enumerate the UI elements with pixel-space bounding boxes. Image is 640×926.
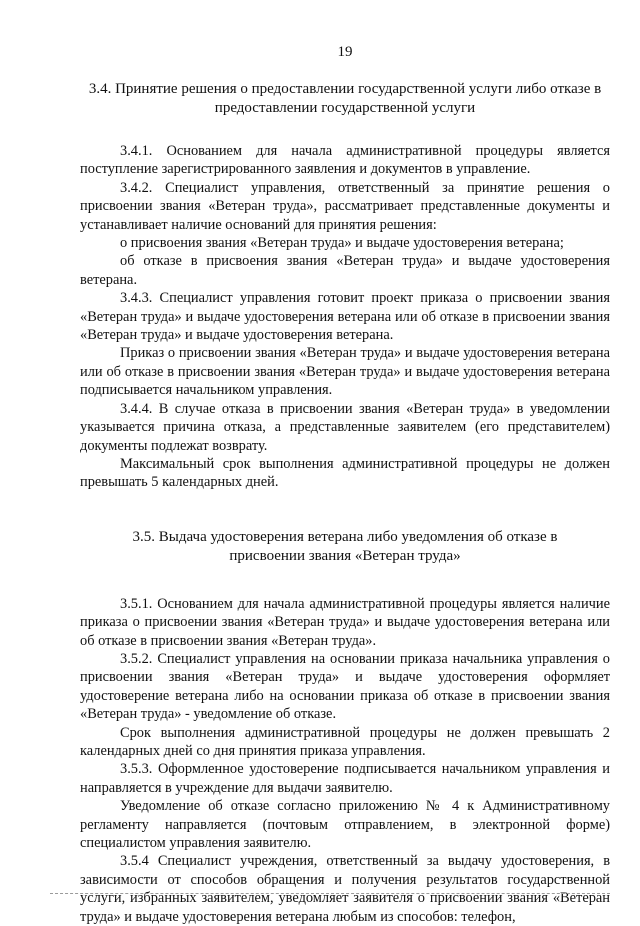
section-3-4-body [80, 142, 610, 492]
paragraph-term-3-5-2: Срок выполнения административной процедуры не должен превышать 2 календарных дней со дня принятия приказа управления. [80, 724, 610, 759]
section-heading-3-4-line1: 3.4. Принятие решения о предоставлении государственной услуги либо отказе в [88, 81, 602, 97]
scan-bottom-edge-divider [50, 893, 610, 894]
page-number: 19 [337, 44, 353, 60]
section-heading-3-4 [80, 80, 610, 118]
paragraph-3-5-4: 3.5.4 Специалист учреждения, ответственный за выдачу удостоверения, в зависимости от способов обращения и получения результатов государственной услуги, избранных заявителем, уведомляет заявителя о присвоении звания «Ветеран труда» и выдаче удостоверения ветерана любым из способов: телефон, [80, 853, 610, 925]
paragraph-3-4-3: 3.4.3. Специалист управления готовит проект приказа о присвоении звания «Ветеран труда» и выдаче удостоверения ветерана или об отказе в присвоении звания «Ветеран труда» и выдаче удостоверения ветерана. [80, 290, 610, 344]
paragraph-order-signing: Приказ о присвоении звания «Ветеран труда» и выдаче удостоверения ветерана или об отказе в присвоении звания «Ветеран труда» и выдаче удостоверения ветерана подписывается начальником управления. [80, 345, 610, 399]
section-3-5-body [80, 595, 610, 926]
paragraph-max-term-3-4: Максимальный срок выполнения административной процедуры не должен превышать 5 календарных дней. [80, 455, 610, 491]
paragraph-3-4-2: 3.4.2. Специалист управления, ответственный за принятие решения о присвоении звания «Ветеран труда», рассматривает представленные документы и устанавливает наличие оснований для принятия решения: [80, 179, 610, 233]
paragraph-3-5-2: 3.5.2. Специалист управления на основании приказа начальника управления о присвоении звания «Ветеран труда» и выдаче удостоверения оформляет удостоверение ветерана либо на основании приказа об отказе в присвоении звания «Ветеран труда» - уведомление об отказе. [80, 650, 610, 723]
section-heading-3-4-line2: предоставлении государственной услуги [214, 100, 476, 116]
paragraph-refusal-notice: Уведомление об отказе согласно приложению № 4 к Административному регламенту направляется (почтовым отправлением, в электронной форме) специалистом управления заявителю. [80, 798, 610, 851]
section-heading-3-5-line2: присвоении звания «Ветеран труда» [229, 547, 461, 564]
paragraph-3-5-1: 3.5.1. Основанием для начала административной процедуры является наличие приказа о присвоении звания «Ветеран труда» и выдаче удостоверения ветерана или об отказе в присвоении звания «Ветеран труда». [80, 595, 610, 649]
section-heading-3-5 [80, 528, 610, 566]
paragraph-3-4-1: 3.4.1. Основанием для начала административной процедуры является поступление зарегистрированного заявления и документов в управление. [80, 143, 610, 178]
list-item-grant: о присвоения звания «Ветеран труда» и выдаче удостоверения ветерана; [120, 235, 564, 252]
list-item-refusal: об отказе в присвоения звания «Ветеран труда» и выдаче удостоверения ветерана. [80, 253, 610, 288]
section-heading-3-5-line1: 3.5. Выдача удостоверения ветерана либо уведомления об отказе в [132, 528, 558, 545]
paragraph-3-5-3: 3.5.3. Оформленное удостоверение подписывается начальником управления и направляется в учреждение для выдачи заявителю. [80, 761, 610, 796]
paragraph-3-4-4: 3.4.4. В случае отказа в присвоении звания «Ветеран труда» в уведомлении указывается причина отказа, а представленные заявителем (его представителем) документы подлежат возврату. [80, 400, 610, 454]
